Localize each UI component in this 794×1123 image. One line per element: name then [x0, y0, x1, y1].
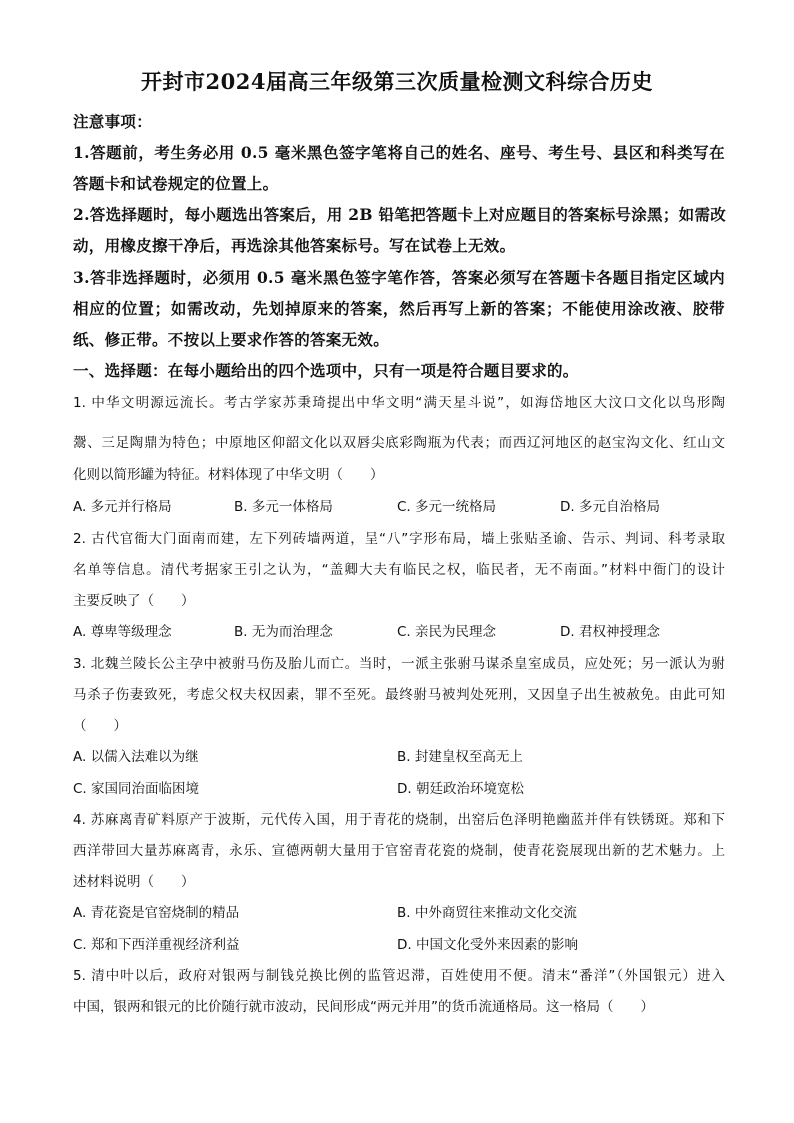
q4-option-a: A. 青花瓷是官窑烧制的精品 [73, 905, 240, 921]
q3-option-c: C. 家国同治面临困境 [73, 781, 200, 797]
notice-1-line-1: 1.答题前，考生务必用 0.5 毫米黑色签字笔将自己的姓名、座号、考生号、县区和科类写在 [73, 143, 725, 162]
q3-option-b: B. 封建皇权至高无上 [397, 749, 523, 765]
q2-line-2: 名单等信息。清代考据家王引之认为，“盖卿大夫有临民之权，临民者，无不南面。”材料中衙门的设计 [73, 562, 725, 578]
notice-heading: 注意事项： [73, 112, 153, 131]
q1-option-b: B. 多元一体格局 [234, 499, 333, 515]
q1-line-2: 鬶、三足陶鼎为特色；中原地区仰韶文化以双唇尖底彩陶瓶为代表；而西辽河地区的赵宝沟文化、红山文 [73, 435, 725, 451]
q4-line-1: 4. 苏麻离青矿料原产于波斯，元代传入国，用于青花的烧制，出窑后色泽明艳幽蓝并伴有铁锈斑。郑和下 [73, 812, 725, 828]
q2-line-3: 主要反映了（ ） [73, 593, 195, 609]
q5-line-1: 5. 清中叶以后，政府对银两与制钱兑换比例的监管迟滞，百姓使用不便。清末“番洋”（外国银元）进入 [73, 968, 725, 984]
q4-line-3: 述材料说明（ ） [73, 874, 195, 890]
q2-line-1: 2. 古代官衙大门面南而建，左下列砖墙两道，呈“八”字形布局，墙上张贴圣谕、告示、判词、科考录取 [73, 531, 725, 547]
q2-option-b: B. 无为而治理念 [234, 624, 333, 640]
notice-3-line-1: 3.答非选择题时，必须用 0.5 毫米黑色签字笔作答，答案必须写在答题卡各题目指定区域内 [73, 268, 725, 287]
q1-option-c: C. 多元一统格局 [397, 499, 497, 515]
q3-option-a: A. 以儒入法难以为继 [73, 749, 199, 765]
q1-option-a: A. 多元并行格局 [73, 499, 172, 515]
notice-3-line-3: 纸、修正带。不按以上要求作答的答案无效。 [73, 330, 390, 349]
page-title: 开封市2024届高三年级第三次质量检测文科综合历史 [141, 69, 653, 94]
section-heading: 一、选择题：在每小题给出的四个选项中，只有一项是符合题目要求的。 [73, 361, 579, 380]
q4-option-d: D. 中国文化受外来因素的影响 [397, 937, 578, 953]
q5-line-2: 中国，银两和银元的比价随行就市波动，民间形成“两元并用”的货币流通格局。这一格局（ ） [73, 999, 654, 1015]
q3-line-3: （ ） [73, 718, 127, 734]
q2-option-c: C. 亲民为民理念 [397, 624, 497, 640]
notice-2-line-1: 2.答选择题时，每小题选出答案后，用 2B 铅笔把答题卡上对应题目的答案标号涂黑；如需改 [73, 205, 727, 224]
q4-line-2: 西洋带回大量苏麻离青，永乐、宣德两朝大量用于官窑青花瓷的烧制，使青花瓷展现出新的艺术魅力。上 [73, 843, 725, 859]
notice-3-line-2: 相应的位置；如需改动，先划掉原来的答案，然后再写上新的答案；不能使用涂改液、胶带 [73, 299, 725, 318]
q1-line-1: 1. 中华文明源远流长。考古学家苏秉琦提出中华文明“满天星斗说”，如海岱地区大汶口文化以鸟形陶 [73, 395, 725, 411]
q3-line-2: 马杀子伤妻致死，考虑父权夫权因素，罪不至死。最终驸马被判处死刑，又因皇子出生被赦免。由此可知 [73, 687, 725, 703]
notice-2-line-2: 动，用橡皮擦干净后，再选涂其他答案标号。写在试卷上无效。 [73, 236, 516, 255]
notice-1-line-2: 答题卡和试卷规定的位置上。 [73, 174, 279, 193]
q4-option-b: B. 中外商贸往来推动文化交流 [397, 905, 577, 921]
q1-line-3: 化则以简形罐为特征。材料体现了中华文明（ ） [73, 467, 384, 483]
q3-option-d: D. 朝廷政治环境宽松 [397, 781, 524, 797]
q3-line-1: 3. 北魏兰陵长公主孕中被驸马伤及胎儿而亡。当时，一派主张驸马谋杀皇室成员，应处死；另一派认为驸 [73, 656, 725, 672]
q2-option-d: D. 君权神授理念 [560, 624, 660, 640]
q1-option-d: D. 多元自治格局 [560, 499, 660, 515]
q4-option-c: C. 郑和下西洋重视经济利益 [73, 937, 240, 953]
q2-option-a: A. 尊卑等级理念 [73, 624, 172, 640]
